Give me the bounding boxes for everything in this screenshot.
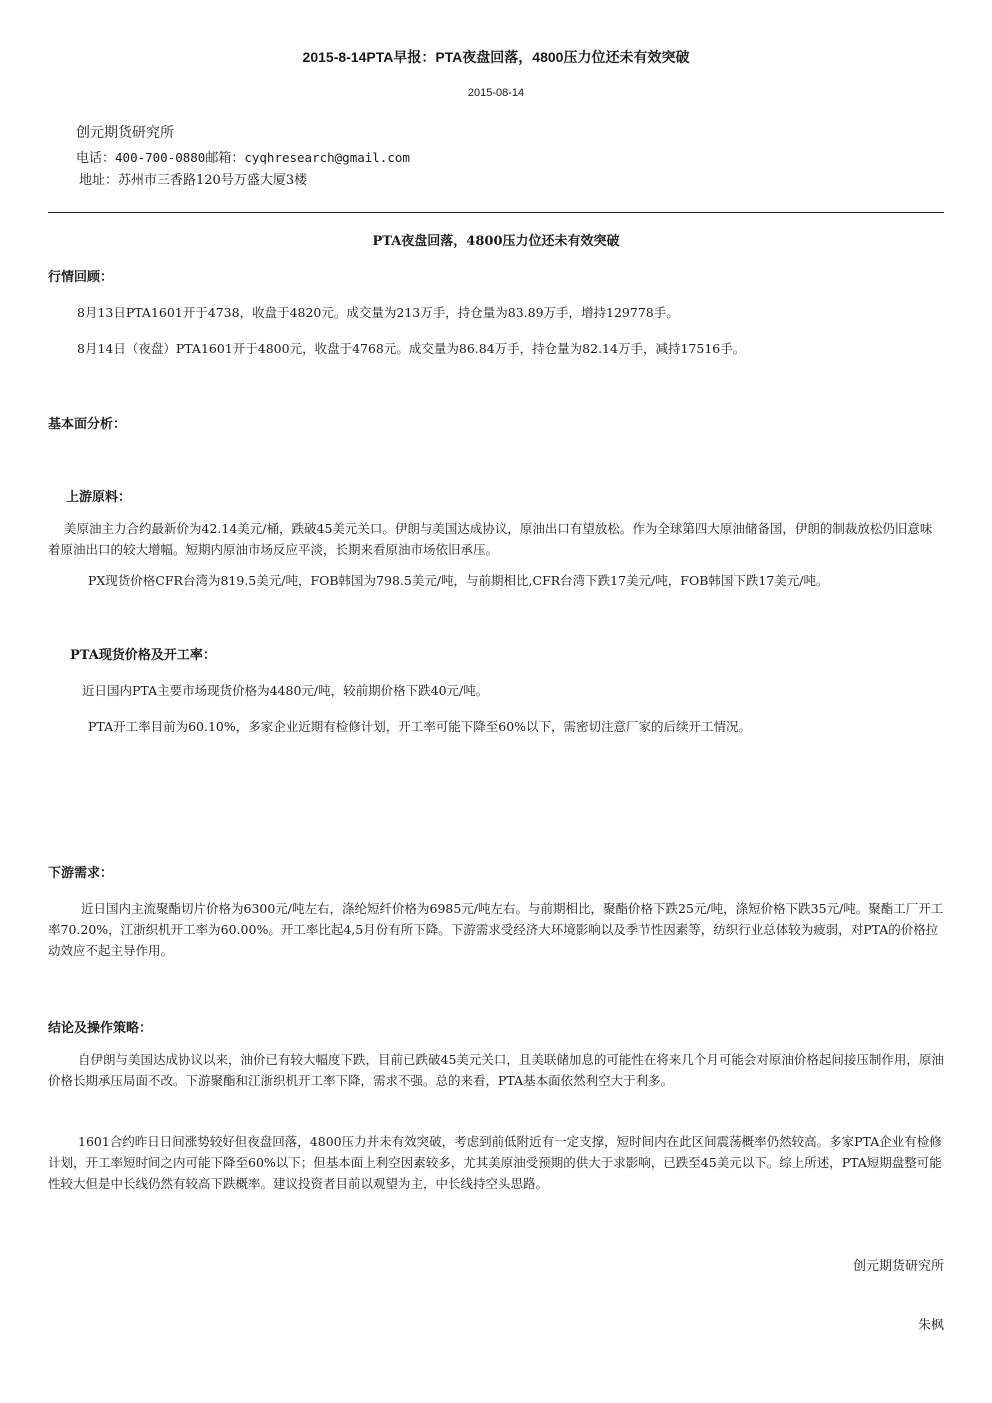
market-review-paragraph-1: 8月13日PTA1601开于4738，收盘于4820元。成交量为213万手，持仓量为83.89万手，增持129778手。 bbox=[77, 305, 679, 320]
fundamentals-heading: 基本面分析： bbox=[48, 417, 127, 432]
email-address: cyqhresearch@gmail.com bbox=[244, 150, 410, 165]
phone-label: 电话： bbox=[76, 151, 116, 166]
header-divider bbox=[48, 212, 944, 213]
contact-line bbox=[76, 147, 410, 166]
upstream-heading: 上游原料： bbox=[66, 490, 132, 505]
pta-spot-paragraph-2: PTA开工率目前为60.10%，多家企业近期有检修计划，开工率可能下降至60%以下，需密切注意厂家的后续开工情况。 bbox=[88, 719, 752, 734]
report-title: 2015-8-14PTA早报：PTA夜盘回落，4800压力位还未有效突破 bbox=[302, 49, 690, 65]
email-label: 邮箱： bbox=[205, 151, 245, 166]
report-date: 2015-08-14 bbox=[467, 87, 525, 99]
pta-spot-heading: PTA现货价格及开工率： bbox=[70, 648, 216, 663]
org-name: 创元期货研究所 bbox=[76, 125, 174, 141]
downstream-heading: 下游需求： bbox=[48, 866, 114, 881]
pta-spot-paragraph-1: 近日国内PTA主要市场现货价格为4480元/吨，较前期价格下跌40元/吨。 bbox=[82, 683, 489, 698]
section-subtitle: PTA夜盘回落，4800压力位还未有效突破 bbox=[372, 234, 620, 249]
address-line: 地址：苏州市三香路120号万盛大厦3楼 bbox=[79, 173, 308, 188]
conclusion-paragraph-1: 自伊朗与美国达成协议以来，油价已有较大幅度下跌，目前已跌破45美元关口，且美联储加息的可能性在将来几个月可能会对原油价格起间接压制作用，原油价格长期承压局面不改。下游聚酯和江浙织机开工率下降，需求不强。总的来看，PTA基本面依然利空大于利多。 bbox=[48, 1052, 944, 1088]
conclusion-heading: 结论及操作策略： bbox=[48, 1021, 153, 1036]
upstream-paragraph-2: PX现货价格CFR台湾为819.5美元/吨，FOB韩国为798.5美元/吨，与前期相比,CFR台湾下跌17美元/吨，FOB韩国下跌17美元/吨。 bbox=[88, 573, 829, 588]
downstream-paragraph-1: 近日国内主流聚酯切片价格为6300元/吨左右，涤纶短纤价格为6985元/吨左右。与前期相比，聚酯价格下跌25元/吨，涤短价格下跌35元/吨。聚酯工厂开工率70.20%，江浙织机开工率为60.00%。开工率比起4,5月份有所下降。下游需求受经济大环境影响以及季节性因素等，纺织行业总体较为疲弱，对PTA的价格拉动效应不起主导作用。 bbox=[48, 901, 944, 958]
footer-author: 朱枫 bbox=[917, 1318, 944, 1333]
phone-number: 400-700-0880 bbox=[115, 150, 206, 165]
footer-org: 创元期货研究所 bbox=[852, 1259, 944, 1274]
market-review-paragraph-2: 8月14日（夜盘）PTA1601开于4800元，收盘于4768元。成交量为86.84万手，持仓量为82.14万手，减持17516手。 bbox=[77, 341, 746, 356]
upstream-paragraph-1: 美原油主力合约最新价为42.14美元/桶，跌破45美元关口。伊朗与美国达成协议，原油出口有望放松。作为全球第四大原油储备国，伊朗的制裁放松仍旧意味着原油出口的较大增幅。短期内原油市场反应平淡，长期来看原油市场依旧承压。 bbox=[48, 521, 933, 557]
market-review-heading: 行情回顾： bbox=[48, 270, 114, 285]
conclusion-paragraph-2: 1601合约昨日日间涨势较好但夜盘回落，4800压力并未有效突破，考虑到前低附近有一定支撑，短时间内在此区间震荡概率仍然较高。多家PTA企业有检修计划，开工率短时间之内可能下降至60%以下；但基本面上利空因素较多，尤其美原油受预期的供大于求影响，已跌至45美元以下。综上所述，PTA短期盘整可能性较大但是中长线仍然有较高下跌概率。建议投资者目前以观望为主，中长线持空头思路。 bbox=[48, 1134, 942, 1191]
